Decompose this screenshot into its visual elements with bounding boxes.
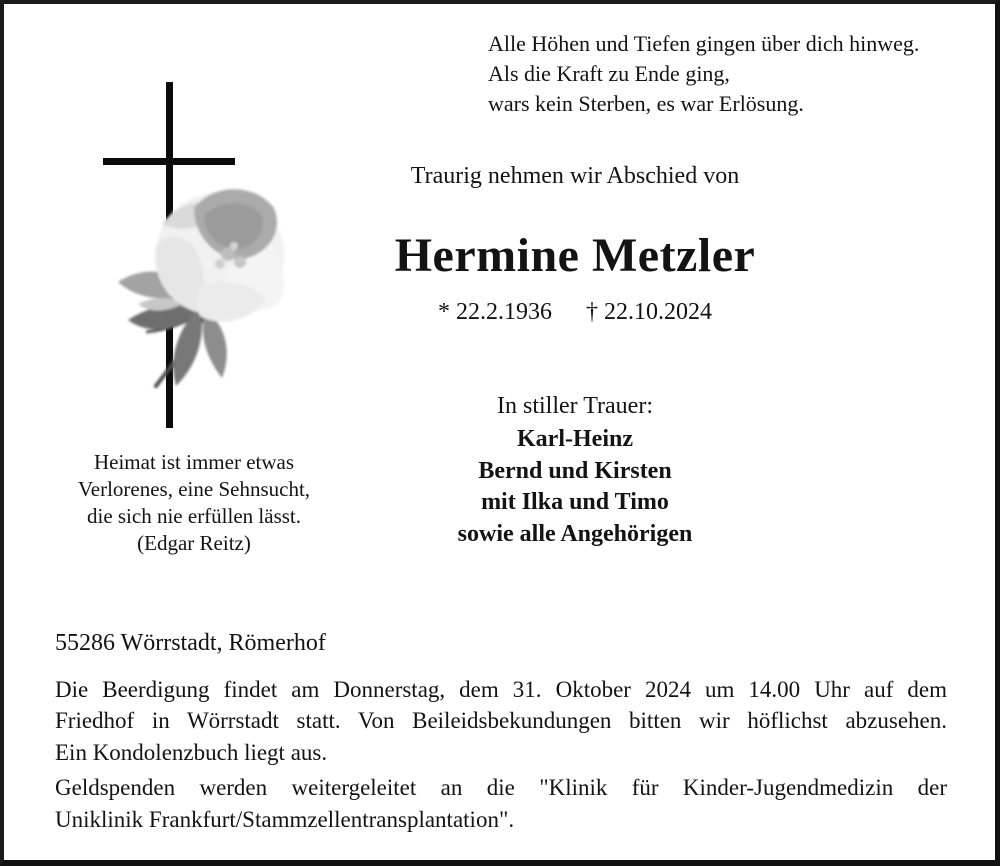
mourner-name: mit Ilka und Timo — [481, 489, 669, 515]
mourner-name: Karl-Heinz — [517, 426, 633, 452]
location-line: 55286 Wörrstadt, Römerhof — [55, 630, 326, 656]
funeral-line: Friedhof in Wörrstadt statt. Von Beileidsbekundungen bitten wir höflichst abzusehen. — [55, 708, 947, 734]
mourners-list — [325, 424, 825, 550]
deceased-name: Hermine Metzler — [394, 229, 756, 282]
death-date: † 22.10.2024 — [586, 299, 712, 325]
quote-line: Heimat ist immer etwas — [93, 450, 295, 474]
life-dates — [325, 296, 825, 328]
funeral-line: Die Beerdigung findet am Donnerstag, dem 31. Oktober 2024 um 14.00 Uhr auf dem — [55, 677, 947, 702]
poem-line: Alle Höhen und Tiefen gingen über dich hinweg. — [488, 31, 920, 56]
funeral-line: Ein Kondolenzbuch liegt aus. — [55, 739, 328, 765]
quote-line: die sich nie erfüllen lässt. — [86, 504, 302, 528]
memorial-cross-icon — [103, 158, 235, 165]
mourning-header: In stiller Trauer: — [497, 393, 653, 419]
farewell-intro: Traurig nehmen wir Abschied von — [410, 163, 740, 189]
funeral-details — [55, 674, 947, 835]
memorial-poem — [488, 29, 919, 119]
quote-attribution: (Edgar Reitz) — [137, 531, 251, 555]
donation-line: Uniklinik Frankfurt/Stammzellentransplantation". — [55, 806, 515, 832]
quote-line: Verlorenes, eine Sehnsucht, — [77, 477, 311, 501]
birth-date: * 22.2.1936 — [438, 299, 552, 325]
memorial-quote — [40, 449, 348, 557]
donation-line: Geldspenden werden weitergeleitet an die "Klinik für Kinder-Jugendmedizin der — [55, 775, 947, 801]
mourner-name: Bernd und Kirsten — [478, 457, 672, 484]
mourner-name: sowie alle Angehörigen — [457, 520, 693, 547]
poem-line: wars kein Sterben, es war Erlösung. — [488, 91, 804, 116]
poem-line: Als die Kraft zu Ende ging, — [488, 61, 730, 86]
flower-illustration-icon — [108, 180, 300, 398]
